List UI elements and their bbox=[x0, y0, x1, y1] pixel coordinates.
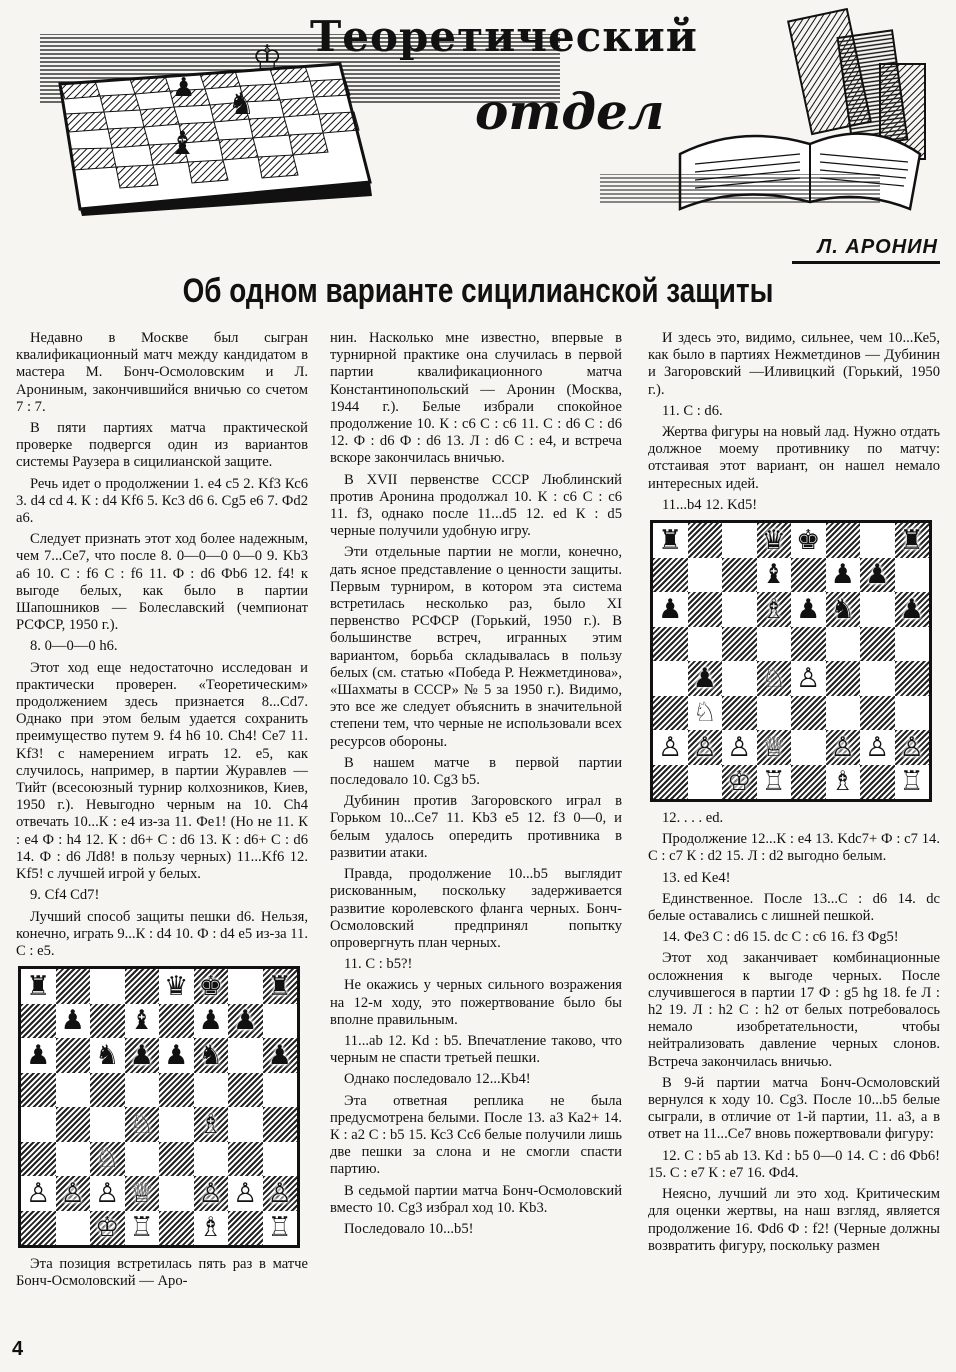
board-square bbox=[263, 1176, 298, 1211]
board-square bbox=[228, 1142, 263, 1177]
paragraph: 11...b4 12. Kd5! bbox=[662, 496, 758, 513]
section-title: Теоретический bbox=[310, 12, 698, 61]
board-square bbox=[263, 969, 298, 1004]
paragraph: В XVII первенстве СССР Люблинский против Аронина продолжал 10. К : с6 С : с6 11. f3, однако после 11...d5 12. ed К : d5 черные получили удобную игру. bbox=[330, 471, 622, 540]
chess-piece: ♖ bbox=[761, 766, 786, 798]
board-square bbox=[722, 523, 757, 558]
article-title: Об одном варианте сицилианской защиты bbox=[182, 272, 774, 310]
board-square bbox=[860, 696, 895, 731]
board-square bbox=[90, 1038, 125, 1073]
board-square bbox=[56, 1107, 91, 1142]
board-square bbox=[653, 661, 688, 696]
paragraph: Правда, продолжение 10...b5 выглядит рискованным, поскольку задерживается развитие королевского фланга черных. Бонч-Осмоловский предпринял попытку опровергнуть план черных. bbox=[330, 866, 622, 951]
board-square bbox=[826, 558, 861, 593]
board-square bbox=[791, 765, 826, 800]
board-square bbox=[653, 696, 688, 731]
board-square bbox=[125, 1073, 160, 1108]
board-square bbox=[125, 1038, 160, 1073]
paragraph: нин. Насколько мне известно, впервые в турнирной практике она случилась в первой партии квалификационного матча Константинопольский — Аронин (Москва, 1944 г.). Белые избрали спокойное продолжение 10. К : с6 С : с6 11. С : d6 С : d6 12. Ф : d6 Ф : d6 13. Л : d6 С : е4, и встреча вскоре закончилась вничью. bbox=[330, 330, 622, 467]
board-square bbox=[791, 730, 826, 765]
board-square bbox=[895, 730, 930, 765]
board-square bbox=[688, 765, 723, 800]
board-square bbox=[125, 969, 160, 1004]
board-square bbox=[263, 1211, 298, 1246]
board-square bbox=[722, 592, 757, 627]
chess-piece: ♗ bbox=[198, 1212, 223, 1244]
chess-piece: ♙ bbox=[658, 731, 683, 763]
chess-piece: ♟ bbox=[830, 559, 855, 591]
board-square bbox=[791, 523, 826, 558]
board-square bbox=[228, 1107, 263, 1142]
diagram-caption: Эта позиция встретилась пять раз в матче Бонч-Осмоловский — Аро- bbox=[16, 1256, 308, 1290]
paragraph: 11. С : d6. bbox=[662, 402, 723, 419]
chess-piece: ♔ bbox=[95, 1212, 120, 1244]
board-square bbox=[791, 627, 826, 662]
board-square bbox=[757, 696, 792, 731]
board-square bbox=[653, 592, 688, 627]
board-square bbox=[826, 592, 861, 627]
chess-piece: ♟ bbox=[692, 662, 717, 694]
paragraph: Этот ход еще недостаточно исследован и практически проверен. «Теоретическим» продолжением здесь признается 8...Cd7. Однако при этом белым удается сохранить преимущество путем 9. f4 h6 10. Ch4! Се7 11. Kf3! с намерением играть 12. е5, как случилось, например, в партии Журавлев — Тийт (всесоюзный турнир колхозников, Киев, 1950 г.). Невыгодно черным на 10. Ch4 отвечать 10...К : е4 из-за 11. Фе1! (Но не 11. К : е4 Ф : h4 12. К : d6+ С : d6 13. К : d6+ С : d6 14. Ф : d6 Лd8! в пользу черных) 11...Kf6 12. Kf5! с лучшей игрой у белых. bbox=[16, 659, 308, 883]
chess-piece: ♙ bbox=[727, 731, 752, 763]
board-square bbox=[791, 558, 826, 593]
board-square bbox=[228, 1004, 263, 1039]
board-square bbox=[90, 1004, 125, 1039]
paragraph: 11...ab 12. Kd : b5. Впечатление таково, что черным не спасти третьей пешки. bbox=[330, 1032, 622, 1067]
column-1 bbox=[16, 330, 308, 1295]
board-square bbox=[688, 558, 723, 593]
board-square bbox=[757, 730, 792, 765]
board-square bbox=[56, 1004, 91, 1039]
paragraph: Не окажись у черных сильного возражения на 12-м ходу, это пожертвование было бы вполне правильным. bbox=[330, 977, 622, 1028]
board-square bbox=[722, 730, 757, 765]
chess-piece: ♙ bbox=[198, 1177, 223, 1209]
board-square bbox=[228, 1211, 263, 1246]
chess-piece: ♚ bbox=[796, 524, 821, 556]
paragraph: Речь идет о продолжении 1. е4 с5 2. Kf3 Кс6 3. d4 cd 4. К : d4 Kf6 5. Кс3 d6 6. Cg5 e6 7. Фd2 a6. bbox=[16, 475, 308, 527]
chess-piece: ♙ bbox=[796, 662, 821, 694]
board-square bbox=[791, 661, 826, 696]
board-square bbox=[263, 1073, 298, 1108]
board-square bbox=[194, 1004, 229, 1039]
chess-piece: ♟ bbox=[164, 1039, 189, 1071]
paragraph: 11. С : b5?! bbox=[344, 956, 413, 973]
chess-piece: ♗ bbox=[198, 1108, 223, 1140]
chess-piece: ♘ bbox=[129, 1108, 154, 1140]
board-square bbox=[826, 523, 861, 558]
board-square bbox=[722, 765, 757, 800]
board-square bbox=[194, 1142, 229, 1177]
board-square bbox=[826, 765, 861, 800]
chess-piece: ♙ bbox=[267, 1177, 292, 1209]
board-square bbox=[125, 1211, 160, 1246]
chess-piece: ♟ bbox=[899, 593, 924, 625]
board-square bbox=[263, 1004, 298, 1039]
paragraph: Дубинин против Загоровского играл в Горьком 10...Се7 11. Kb3 е5 12. f3 0—0, и белым удалось опередить противника в развитии атаки. bbox=[330, 793, 622, 861]
header-banner bbox=[40, 4, 930, 218]
board-square bbox=[194, 1176, 229, 1211]
chess-piece: ♞ bbox=[830, 593, 855, 625]
board-square bbox=[228, 1038, 263, 1073]
board-square bbox=[125, 1107, 160, 1142]
board-square bbox=[653, 558, 688, 593]
paragraph: Неясно, лучший ли это ход. Критическим для оценки жертвы, на наш взгляд, является продолжение 16. Фd6 Ф : f2! (Черные должны возвратить фигуру, поскольку размен bbox=[648, 1186, 940, 1254]
chess-piece: ♙ bbox=[60, 1177, 85, 1209]
chess-diagram-1 bbox=[18, 966, 300, 1248]
board-square bbox=[125, 1004, 160, 1039]
board-square bbox=[757, 558, 792, 593]
chess-piece: ♙ bbox=[26, 1177, 51, 1209]
paragraph: Следует признать этот ход более надежным, чем 7...Се7, что после 8. 0—0—0 0—0 9. Kb3 a6 10. С : f6 С : f6 11. Ф : d6 Фb6 12. f4! к выгоде белых, как было в партии Шапошников — Болеславский (чемпионат РСФСР, 1950 г.). bbox=[16, 531, 308, 634]
chess-piece: ♞ bbox=[95, 1039, 120, 1071]
paragraph: 9. Cf4 Cd7! bbox=[30, 887, 100, 904]
board-square bbox=[159, 1073, 194, 1108]
page-number: 4 bbox=[12, 1338, 24, 1360]
board-square bbox=[653, 523, 688, 558]
paragraph: Однако последовало 12...Kb4! bbox=[344, 1071, 531, 1088]
board-square bbox=[228, 1176, 263, 1211]
paragraph: Этот ход заканчивает комбинационные осложнения к выгоде черных. После случившегося в партии 17 Ф : g5 hg 18. fe Л : h2 19. Л : h2 С : h2 от белых потребовалось немало изобретательности, чтобы нейтрализовать давление черных слонов. Встреча закончилась вничью. bbox=[648, 950, 940, 1070]
board-square bbox=[194, 1038, 229, 1073]
chess-piece: ♟ bbox=[796, 593, 821, 625]
board-square bbox=[263, 1107, 298, 1142]
chess-piece: ♙ bbox=[830, 731, 855, 763]
chess-piece: ♞ bbox=[198, 1039, 223, 1071]
paragraph: Эти отдельные партии не могли, конечно, дать ясное представление о ценности защиты. Первым турниром, в котором эта система встретилась несколько раз, было XI первенство РСФСР (Горький, 1950 г.). В большинстве встреч, игранных этим вариантом, борьба складывалась в пользу белых (см. статью «Победа Р. Нежметдинова», «Шахматы в СССР» № 5 за 1950 г.). Видимо, это все же следует объяснить в значительной степени тем, что черные не использовали всех ресурсов обороны. bbox=[330, 544, 622, 750]
board-square bbox=[722, 696, 757, 731]
board-square bbox=[125, 1176, 160, 1211]
board-square bbox=[56, 1038, 91, 1073]
chess-piece: ♙ bbox=[899, 731, 924, 763]
column-3 bbox=[648, 330, 940, 1259]
chess-piece: ♟ bbox=[60, 1005, 85, 1037]
svg-text:♝: ♝ bbox=[168, 124, 197, 162]
paragraph: В 9-й партии матча Бонч-Осмоловский вернулся к ходу 10. Cg3. После 10...b5 белые сыграли, в отличие от 1-й партии, 11. а3, а в ответ на 11...Се7 вновь пожертвовали фигуру: bbox=[648, 1074, 940, 1143]
board-square bbox=[653, 730, 688, 765]
board-square bbox=[56, 969, 91, 1004]
board-square bbox=[688, 696, 723, 731]
paragraph: 8. 0—0—0 h6. bbox=[30, 638, 118, 655]
board-square bbox=[688, 661, 723, 696]
board-square bbox=[791, 592, 826, 627]
board-square bbox=[688, 627, 723, 662]
chess-piece: ♕ bbox=[761, 731, 786, 763]
paragraph: И здесь это, видимо, сильнее, чем 10...Ке5, как было в партиях Нежметдинов — Дубинин и Загоровский —Иливицкий (Горький, 1950 г.). bbox=[648, 330, 940, 398]
board-square bbox=[90, 1107, 125, 1142]
paragraph: Последовало 10...b5! bbox=[344, 1220, 474, 1237]
chess-piece: ♟ bbox=[233, 1005, 258, 1037]
paragraph: 13. ed Ke4! bbox=[662, 869, 731, 886]
board-square bbox=[757, 627, 792, 662]
board-square bbox=[688, 523, 723, 558]
board-square bbox=[688, 592, 723, 627]
chess-piece: ♟ bbox=[26, 1039, 51, 1071]
chess-piece: ♟ bbox=[267, 1039, 292, 1071]
paragraph: Единственное. После 13...С : d6 14. dc белые оставались с лишней пешкой. bbox=[648, 890, 940, 925]
chess-piece: ♟ bbox=[129, 1039, 154, 1071]
paragraph: 12. С : b5 ab 13. Kd : b5 0—0 14. С : d6 Фb6! 15. С : е7 К : е7 16. Фd4. bbox=[648, 1147, 940, 1181]
board-square bbox=[90, 1142, 125, 1177]
board-square bbox=[722, 627, 757, 662]
board-square bbox=[56, 1073, 91, 1108]
author-name: Л. АРОНИН bbox=[792, 236, 940, 264]
chess-piece: ♖ bbox=[129, 1212, 154, 1244]
paragraph: В нашем матче в первой партии последовало 10. Cg3 b5. bbox=[330, 754, 622, 789]
board-square bbox=[895, 765, 930, 800]
board-square bbox=[688, 730, 723, 765]
chess-piece: ♝ bbox=[129, 1005, 154, 1037]
board-square bbox=[653, 765, 688, 800]
board-square bbox=[90, 1211, 125, 1246]
chess-diagram-2 bbox=[650, 520, 932, 802]
chess-piece: ♛ bbox=[761, 524, 786, 556]
svg-text:♟: ♟ bbox=[172, 73, 196, 103]
board-square bbox=[860, 558, 895, 593]
board-square bbox=[826, 730, 861, 765]
chess-piece: ♟ bbox=[198, 1005, 223, 1037]
board-square bbox=[826, 696, 861, 731]
board-square bbox=[194, 1073, 229, 1108]
board-square bbox=[895, 661, 930, 696]
board-square bbox=[21, 1073, 56, 1108]
board-square bbox=[228, 1073, 263, 1108]
chess-piece: ♙ bbox=[692, 731, 717, 763]
chess-piece: ♜ bbox=[26, 970, 51, 1002]
chess-piece: ♜ bbox=[658, 524, 683, 556]
board-square bbox=[194, 1211, 229, 1246]
board-square bbox=[21, 1176, 56, 1211]
chess-piece: ♟ bbox=[658, 593, 683, 625]
board-square bbox=[159, 1176, 194, 1211]
chess-piece: ♚ bbox=[198, 970, 223, 1002]
board-square bbox=[159, 1107, 194, 1142]
board-square bbox=[159, 1038, 194, 1073]
board-square bbox=[791, 696, 826, 731]
board-square bbox=[860, 730, 895, 765]
board-square bbox=[56, 1142, 91, 1177]
board-square bbox=[757, 661, 792, 696]
board-square bbox=[90, 1176, 125, 1211]
board-square bbox=[895, 558, 930, 593]
board-square bbox=[56, 1176, 91, 1211]
chess-piece: ♙ bbox=[233, 1177, 258, 1209]
board-square bbox=[125, 1142, 160, 1177]
board-square bbox=[90, 1073, 125, 1108]
board-square bbox=[895, 696, 930, 731]
chess-piece: ♙ bbox=[95, 1177, 120, 1209]
board-square bbox=[194, 1107, 229, 1142]
board-square bbox=[21, 1004, 56, 1039]
chess-piece: ♘ bbox=[761, 662, 786, 694]
board-square bbox=[826, 661, 861, 696]
board-square bbox=[757, 592, 792, 627]
chess-piece: ♜ bbox=[267, 970, 292, 1002]
board-square bbox=[860, 627, 895, 662]
board-square bbox=[159, 969, 194, 1004]
paragraph: 12. . . . ed. bbox=[662, 810, 724, 827]
board-square bbox=[895, 592, 930, 627]
chess-piece: ♟ bbox=[865, 559, 890, 591]
board-square bbox=[21, 1211, 56, 1246]
board-square bbox=[722, 661, 757, 696]
chess-piece: ♘ bbox=[95, 1143, 120, 1175]
board-square bbox=[21, 969, 56, 1004]
paragraph: В пяти партиях матча практической проверке подвергся один из вариантов системы Раузера в сицилианской защите. bbox=[16, 420, 308, 471]
board-square bbox=[826, 627, 861, 662]
chess-piece: ♖ bbox=[267, 1212, 292, 1244]
board-square bbox=[722, 558, 757, 593]
board-square bbox=[860, 592, 895, 627]
board-square bbox=[860, 661, 895, 696]
board-square bbox=[860, 523, 895, 558]
chess-piece: ♜ bbox=[899, 524, 924, 556]
chess-piece: ♛ bbox=[164, 970, 189, 1002]
paragraph: Лучший способ защиты пешки d6. Нельзя, конечно, играть 9...К : d4 10. Ф : d4 е5 из-за 11. С : е5. bbox=[16, 908, 308, 959]
paragraph: Продолжение 12...К : е4 13. Kdc7+ Ф : с7 14. С : с7 К : d2 15. Л : d2 выгодно белым. bbox=[648, 831, 940, 865]
board-square bbox=[90, 969, 125, 1004]
board-square bbox=[21, 1142, 56, 1177]
paragraph: 14. Фе3 С : d6 15. dc С : с6 16. f3 Фg5! bbox=[662, 929, 899, 946]
svg-text:♞: ♞ bbox=[228, 87, 255, 122]
board-square bbox=[895, 627, 930, 662]
column-2 bbox=[330, 330, 622, 1242]
board-square bbox=[263, 1142, 298, 1177]
board-square bbox=[860, 765, 895, 800]
board-square bbox=[56, 1211, 91, 1246]
paragraph: Эта ответная реплика не была предусмотрена белыми. После 13. а3 Ка2+ 14. К : а2 С : b5 15. Кс3 Сс6 белые получили лишь две пешки за слона и не смогли спасти партию. bbox=[330, 1092, 622, 1178]
board-square bbox=[194, 969, 229, 1004]
board-square bbox=[895, 523, 930, 558]
board-square bbox=[21, 1107, 56, 1142]
chess-piece: ♝ bbox=[761, 559, 786, 591]
chess-piece: ♘ bbox=[692, 697, 717, 729]
board-square bbox=[757, 523, 792, 558]
board-square bbox=[263, 1038, 298, 1073]
chess-piece: ♗ bbox=[830, 766, 855, 798]
chess-piece: ♔ bbox=[727, 766, 752, 798]
section-subtitle: отдел bbox=[475, 82, 665, 141]
chess-piece: ♕ bbox=[129, 1177, 154, 1209]
board-square bbox=[653, 627, 688, 662]
paragraph: Недавно в Москве был сыгран квалификационный матч между кандидатом в мастера М. Бонч-Осмоловским и Л. Арониным, закончившийся вничью со счетом 7 : 7. bbox=[16, 330, 308, 415]
board-square bbox=[228, 969, 263, 1004]
chess-piece: ♗ bbox=[761, 593, 786, 625]
board-square bbox=[21, 1038, 56, 1073]
board-square bbox=[757, 765, 792, 800]
chess-piece: ♖ bbox=[899, 766, 924, 798]
board-square bbox=[159, 1004, 194, 1039]
board-square bbox=[159, 1142, 194, 1177]
paragraph: Жертва фигуры на новый лад. Нужно отдать должное моему противнику по матчу: отстаивая этот вариант, он нашел немало интересных идей. bbox=[648, 424, 940, 492]
chess-piece: ♙ bbox=[865, 731, 890, 763]
paragraph: В седьмой партии матча Бонч-Осмоловский вместо 10. Cg3 избрал ход 10. Kb3. bbox=[330, 1182, 622, 1216]
board-square bbox=[159, 1211, 194, 1246]
svg-text:♔: ♔ bbox=[252, 38, 283, 78]
